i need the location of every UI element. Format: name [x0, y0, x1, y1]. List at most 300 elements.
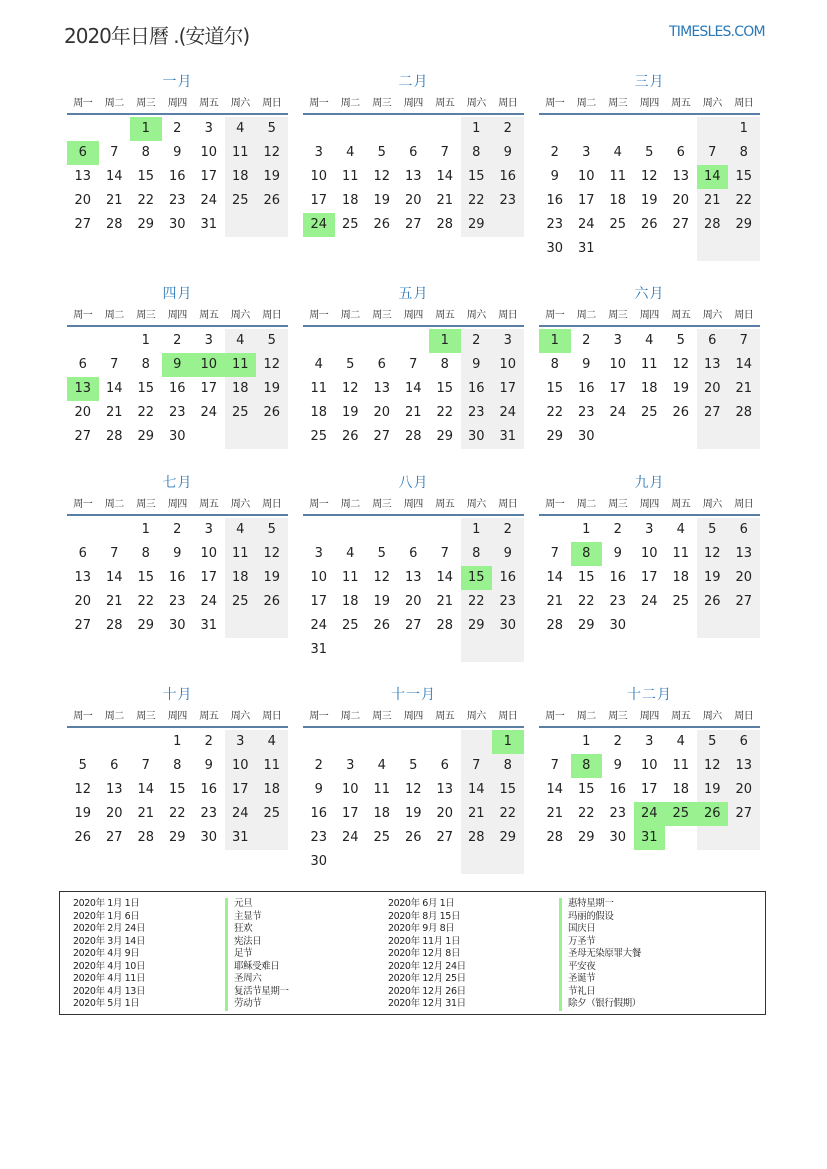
day-cell: 15 — [461, 165, 493, 189]
weekday-label: 周三 — [372, 711, 392, 722]
legend-date: 2020年 1月 1日 — [73, 898, 140, 909]
day-cell: 1 — [429, 329, 461, 353]
day-grid — [303, 117, 524, 237]
day-cell: 5 — [78, 758, 87, 773]
weekday-label: 周三 — [372, 499, 392, 510]
day-cell: 15 — [168, 782, 186, 797]
month-name: 六月 — [634, 286, 665, 302]
day-cell: 15 — [546, 381, 564, 396]
legend-holiday-name: 耶稣受难日 — [225, 961, 289, 974]
day-cell: 2 — [613, 734, 622, 749]
day-cell: 1 — [173, 734, 182, 749]
day-cell: 6 — [67, 141, 99, 165]
empty-cell — [634, 425, 666, 449]
weekday-label: 周一 — [73, 98, 93, 109]
day-cell: 7 — [440, 546, 449, 561]
day-cell: 13 — [74, 169, 92, 184]
day-cell: 14 — [697, 165, 729, 189]
day-cell: 1 — [141, 333, 150, 348]
empty-cell — [492, 850, 524, 874]
empty-cell — [398, 730, 430, 754]
weekday-label: 周二 — [104, 98, 124, 109]
day-cell: 16 — [168, 169, 186, 184]
day-cell: 23 — [168, 193, 186, 208]
empty-cell — [366, 730, 398, 754]
day-cell: 3 — [314, 145, 323, 160]
legend-date: 2020年 2月 24日 — [73, 923, 146, 934]
weekday-label: 周一 — [73, 711, 93, 722]
day-cell: 8 — [461, 542, 493, 566]
weekday-label: 周五 — [435, 711, 455, 722]
day-cell: 4 — [225, 518, 257, 542]
day-cell: 12 — [74, 782, 92, 797]
day-cell: 29 — [436, 429, 454, 444]
day-cell: 9 — [613, 546, 622, 561]
day-cell: 23 — [546, 217, 564, 232]
day-cell: 5 — [377, 546, 386, 561]
empty-cell — [461, 730, 493, 754]
day-cell: 10 — [609, 357, 627, 372]
day-cell: 12 — [404, 782, 422, 797]
day-grid — [67, 518, 288, 638]
day-cell: 23 — [168, 594, 186, 609]
day-cell: 19 — [373, 193, 391, 208]
empty-cell — [461, 850, 493, 874]
day-cell: 17 — [492, 377, 524, 401]
day-cell: 26 — [404, 830, 422, 845]
day-cell: 2 — [173, 333, 182, 348]
day-cell: 13 — [373, 381, 391, 396]
legend-holiday-name: 除夕（银行假期） — [559, 998, 641, 1011]
day-cell: 22 — [137, 594, 155, 609]
legend-holiday-name: 圣母无染原罪大餐 — [559, 948, 641, 961]
day-cell: 19 — [404, 806, 422, 821]
day-cell: 13 — [672, 169, 690, 184]
day-cell: 26 — [256, 189, 288, 213]
legend-holiday-name: 节礼日 — [559, 986, 641, 999]
day-cell: 14 — [404, 381, 422, 396]
legend-date: 2020年 8月 15日 — [388, 910, 461, 922]
day-cell: 8 — [141, 145, 150, 160]
weekday-header — [67, 496, 288, 516]
day-cell: 28 — [461, 826, 493, 850]
empty-cell — [602, 237, 634, 261]
day-cell: 16 — [310, 806, 328, 821]
page-title: 2020年日曆 .(安道尔) — [64, 24, 250, 48]
day-cell: 7 — [110, 546, 119, 561]
day-cell: 10 — [310, 570, 328, 585]
weekday-label: 周五 — [199, 499, 219, 510]
day-cell: 12 — [373, 570, 391, 585]
day-cell: 2 — [582, 333, 591, 348]
day-cell: 16 — [577, 381, 595, 396]
empty-cell — [130, 730, 162, 754]
day-cell: 1 — [539, 329, 571, 353]
day-cell: 30 — [609, 830, 627, 845]
weekday-label: 周六 — [466, 499, 486, 510]
month-name: 四月 — [162, 286, 193, 302]
day-cell: 22 — [137, 193, 155, 208]
weekday-label: 周四 — [639, 98, 659, 109]
day-cell: 12 — [697, 754, 729, 778]
day-cell: 19 — [697, 566, 729, 590]
weekday-label: 周六 — [466, 711, 486, 722]
day-cell: 26 — [341, 429, 359, 444]
day-cell: 8 — [550, 357, 559, 372]
empty-cell — [492, 638, 524, 662]
day-cell: 12 — [256, 141, 288, 165]
day-cell: 8 — [173, 758, 182, 773]
weekday-label: 周四 — [167, 98, 187, 109]
day-cell: 21 — [105, 405, 123, 420]
legend-date: 2020年 12月 31日 — [388, 998, 466, 1009]
day-cell: 17 — [341, 806, 359, 821]
day-cell: 3 — [645, 734, 654, 749]
day-cell: 19 — [373, 594, 391, 609]
empty-cell — [335, 730, 367, 754]
legend-holiday-name: 国庆日 — [559, 923, 641, 936]
day-cell: 28 — [404, 429, 422, 444]
day-cell: 17 — [609, 381, 627, 396]
day-cell: 30 — [168, 618, 186, 633]
day-cell: 28 — [137, 830, 155, 845]
weekday-label: 周六 — [230, 310, 250, 321]
empty-cell — [225, 213, 257, 237]
day-cell: 13 — [728, 754, 760, 778]
day-cell: 28 — [105, 618, 123, 633]
weekday-label: 周三 — [608, 310, 628, 321]
site-link[interactable]: TIMESLES.COM — [669, 24, 765, 40]
day-cell: 15 — [137, 570, 155, 585]
empty-cell — [366, 518, 398, 542]
day-cell: 21 — [728, 377, 760, 401]
weekday-label: 周五 — [671, 499, 691, 510]
empty-cell — [67, 117, 99, 141]
day-cell: 7 — [461, 754, 493, 778]
day-cell: 18 — [225, 566, 257, 590]
empty-cell — [697, 425, 729, 449]
day-cell: 9 — [492, 141, 524, 165]
weekday-label: 周日 — [498, 98, 518, 109]
weekday-label: 周五 — [671, 98, 691, 109]
day-cell: 11 — [672, 758, 690, 773]
day-cell: 27 — [436, 830, 454, 845]
day-cell: 24 — [577, 217, 595, 232]
day-cell: 5 — [645, 145, 654, 160]
day-cell: 6 — [110, 758, 119, 773]
legend-date: 2020年 4月 11日 — [73, 973, 146, 984]
month-name: 五月 — [398, 286, 429, 302]
day-cell: 19 — [256, 165, 288, 189]
day-cell: 20 — [672, 193, 690, 208]
empty-cell — [539, 730, 571, 754]
legend-date: 2020年 12月 8日 — [388, 948, 461, 959]
empty-cell — [366, 329, 398, 353]
weekday-label: 周五 — [435, 310, 455, 321]
weekday-header — [67, 95, 288, 115]
weekday-label: 周二 — [576, 310, 596, 321]
weekday-label: 周三 — [372, 98, 392, 109]
day-cell: 24 — [609, 405, 627, 420]
empty-cell — [303, 730, 335, 754]
day-cell: 24 — [225, 802, 257, 826]
empty-cell — [99, 117, 131, 141]
day-cell: 27 — [672, 217, 690, 232]
day-cell: 13 — [74, 570, 92, 585]
weekday-label: 周五 — [671, 711, 691, 722]
empty-cell — [335, 638, 367, 662]
day-cell: 19 — [74, 806, 92, 821]
day-cell: 7 — [141, 758, 150, 773]
day-cell: 8 — [141, 357, 150, 372]
day-cell: 19 — [672, 381, 690, 396]
day-cell: 17 — [200, 381, 218, 396]
day-cell: 18 — [341, 594, 359, 609]
day-cell: 14 — [105, 169, 123, 184]
month-block — [539, 473, 760, 638]
empty-cell — [398, 518, 430, 542]
empty-cell — [303, 329, 335, 353]
day-cell: 28 — [546, 618, 564, 633]
empty-cell — [256, 826, 288, 850]
day-cell: 6 — [377, 357, 386, 372]
empty-cell — [366, 117, 398, 141]
day-cell: 17 — [310, 594, 328, 609]
day-cell: 29 — [577, 830, 595, 845]
day-cell: 14 — [105, 570, 123, 585]
day-cell: 11 — [373, 782, 391, 797]
day-cell: 21 — [436, 193, 454, 208]
day-cell: 31 — [310, 642, 328, 657]
day-cell: 1 — [582, 734, 591, 749]
weekday-label: 周四 — [403, 310, 423, 321]
day-cell: 6 — [440, 758, 449, 773]
legend-holiday-name: 狂欢 — [225, 923, 289, 936]
empty-cell — [335, 117, 367, 141]
weekday-label: 周二 — [576, 499, 596, 510]
day-cell: 30 — [461, 425, 493, 449]
month-block — [67, 685, 288, 850]
empty-cell — [67, 730, 99, 754]
legend-date: 2020年 1月 6日 — [73, 910, 140, 922]
empty-cell — [665, 117, 697, 141]
day-cell: 10 — [310, 169, 328, 184]
day-cell: 15 — [436, 381, 454, 396]
weekday-header — [303, 496, 524, 516]
day-grid — [539, 117, 760, 261]
day-cell: 20 — [697, 377, 729, 401]
day-cell: 31 — [577, 241, 595, 256]
empty-cell — [303, 518, 335, 542]
empty-cell — [225, 614, 257, 638]
day-cell: 9 — [162, 353, 194, 377]
day-cell: 9 — [582, 357, 591, 372]
empty-cell — [665, 237, 697, 261]
day-grid — [539, 329, 760, 449]
empty-cell — [539, 518, 571, 542]
empty-cell — [67, 518, 99, 542]
day-cell: 31 — [634, 826, 666, 850]
day-cell: 15 — [577, 570, 595, 585]
day-cell: 1 — [130, 117, 162, 141]
day-cell: 18 — [225, 377, 257, 401]
day-cell: 12 — [640, 169, 658, 184]
day-cell: 7 — [440, 145, 449, 160]
day-cell: 7 — [550, 758, 559, 773]
day-cell: 10 — [200, 145, 218, 160]
day-cell: 27 — [697, 401, 729, 425]
weekday-label: 周五 — [671, 310, 691, 321]
day-cell: 8 — [141, 546, 150, 561]
weekday-label: 周日 — [262, 499, 282, 510]
weekday-label: 周日 — [262, 310, 282, 321]
empty-cell — [429, 518, 461, 542]
day-cell: 9 — [492, 542, 524, 566]
empty-cell — [335, 850, 367, 874]
weekday-label: 周四 — [167, 499, 187, 510]
day-cell: 27 — [74, 429, 92, 444]
empty-cell — [697, 117, 729, 141]
weekday-label: 周二 — [340, 711, 360, 722]
weekday-label: 周一 — [73, 499, 93, 510]
month-block — [539, 284, 760, 449]
day-cell: 2 — [314, 758, 323, 773]
weekday-label: 周二 — [104, 499, 124, 510]
day-cell: 26 — [697, 590, 729, 614]
weekday-header — [539, 708, 760, 728]
day-cell: 17 — [200, 169, 218, 184]
empty-cell — [366, 638, 398, 662]
day-cell: 13 — [697, 353, 729, 377]
day-cell: 19 — [256, 566, 288, 590]
day-cell: 4 — [346, 546, 355, 561]
weekday-label: 周六 — [702, 98, 722, 109]
day-cell: 9 — [613, 758, 622, 773]
day-cell: 1 — [582, 522, 591, 537]
day-cell: 24 — [341, 830, 359, 845]
day-cell: 21 — [546, 594, 564, 609]
day-cell: 28 — [728, 401, 760, 425]
day-cell: 14 — [728, 353, 760, 377]
weekday-label: 周六 — [702, 711, 722, 722]
empty-cell — [697, 826, 729, 850]
empty-cell — [398, 638, 430, 662]
day-cell: 28 — [436, 618, 454, 633]
day-cell: 31 — [492, 425, 524, 449]
weekday-label: 周五 — [199, 711, 219, 722]
weekday-label: 周四 — [403, 98, 423, 109]
weekday-label: 周三 — [608, 711, 628, 722]
day-cell: 11 — [609, 169, 627, 184]
legend-date: 2020年 12月 26日 — [388, 985, 466, 997]
day-cell: 7 — [697, 141, 729, 165]
day-cell: 5 — [377, 145, 386, 160]
day-cell: 10 — [341, 782, 359, 797]
day-cell: 14 — [105, 381, 123, 396]
weekday-header — [539, 95, 760, 115]
day-cell: 29 — [577, 618, 595, 633]
day-cell: 29 — [137, 217, 155, 232]
day-cell: 24 — [640, 594, 658, 609]
month-name: 十一月 — [391, 687, 436, 703]
weekday-label: 周六 — [466, 310, 486, 321]
month-name: 三月 — [634, 74, 665, 90]
day-cell: 23 — [168, 405, 186, 420]
weekday-header — [67, 708, 288, 728]
weekday-label: 周五 — [199, 310, 219, 321]
weekday-label: 周日 — [734, 711, 754, 722]
day-cell: 27 — [105, 830, 123, 845]
day-cell: 7 — [550, 546, 559, 561]
day-cell: 26 — [697, 802, 729, 826]
day-grid — [303, 329, 524, 449]
weekday-label: 周日 — [734, 310, 754, 321]
month-block — [67, 284, 288, 449]
day-cell: 20 — [74, 405, 92, 420]
month-block — [67, 72, 288, 237]
legend-date: 2020年 4月 13日 — [73, 985, 146, 997]
day-cell: 23 — [492, 590, 524, 614]
day-cell: 20 — [728, 778, 760, 802]
month-block — [303, 473, 524, 662]
day-cell: 11 — [225, 141, 257, 165]
day-cell: 4 — [613, 145, 622, 160]
day-cell: 27 — [74, 618, 92, 633]
day-cell: 11 — [256, 754, 288, 778]
weekday-label: 周六 — [230, 711, 250, 722]
day-cell: 15 — [728, 165, 760, 189]
day-cell: 3 — [204, 333, 213, 348]
day-cell: 25 — [640, 405, 658, 420]
day-cell: 2 — [173, 121, 182, 136]
empty-cell — [571, 117, 603, 141]
weekday-label: 周日 — [262, 711, 282, 722]
day-cell: 30 — [577, 429, 595, 444]
empty-cell — [461, 638, 493, 662]
day-cell: 5 — [409, 758, 418, 773]
legend-date: 2020年 12月 24日 — [388, 960, 466, 972]
day-cell: 10 — [193, 353, 225, 377]
day-cell: 17 — [577, 193, 595, 208]
weekday-label: 周六 — [702, 310, 722, 321]
day-cell: 16 — [168, 570, 186, 585]
empty-cell — [602, 425, 634, 449]
day-cell: 22 — [577, 806, 595, 821]
day-cell: 17 — [640, 570, 658, 585]
day-cell: 25 — [665, 802, 697, 826]
day-cell: 22 — [492, 802, 524, 826]
day-cell: 9 — [314, 782, 323, 797]
weekday-header — [303, 708, 524, 728]
day-cell: 14 — [546, 570, 564, 585]
day-cell: 27 — [373, 429, 391, 444]
day-cell: 30 — [168, 429, 186, 444]
empty-cell — [398, 117, 430, 141]
legend-holiday-name: 平安夜 — [559, 961, 641, 974]
day-cell: 5 — [676, 333, 685, 348]
day-cell: 29 — [137, 429, 155, 444]
day-cell: 23 — [200, 806, 218, 821]
day-cell: 5 — [256, 117, 288, 141]
day-grid — [303, 730, 524, 874]
day-cell: 18 — [225, 165, 257, 189]
day-cell: 13 — [404, 570, 422, 585]
day-cell: 17 — [200, 570, 218, 585]
day-cell: 12 — [341, 381, 359, 396]
empty-cell — [303, 117, 335, 141]
day-cell: 23 — [310, 830, 328, 845]
day-cell: 3 — [613, 333, 622, 348]
